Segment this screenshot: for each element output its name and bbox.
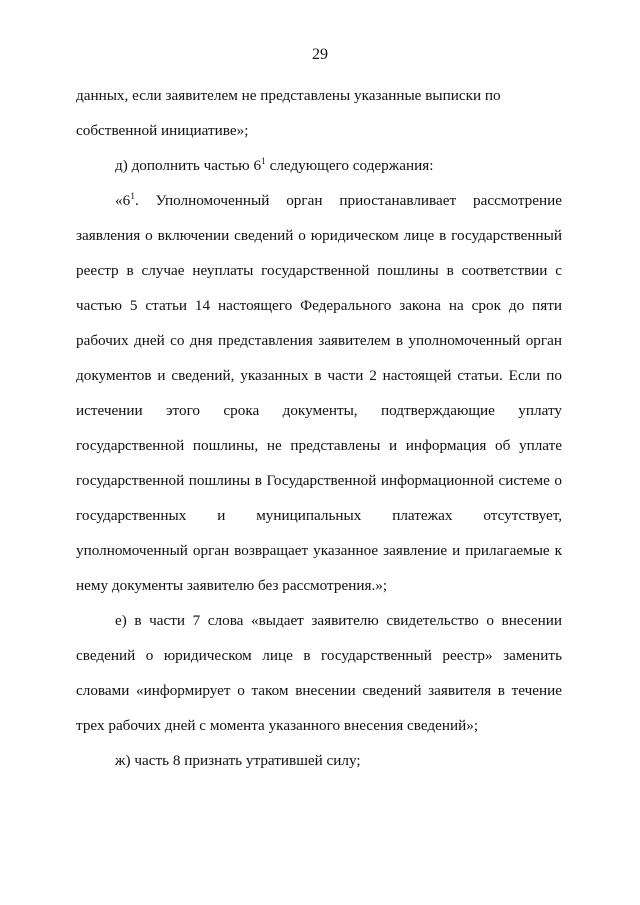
text-line: заявления о включении сведений о юридическом лице в государственный	[76, 227, 562, 244]
text-line: государственных и муниципальных платежах отсутствует,	[76, 507, 562, 524]
text-line: документов и сведений, указанных в части 2 настоящей статьи. Если по	[76, 367, 562, 384]
text-line: частью 5 статьи 14 настоящего Федерального закона на срок до пяти	[76, 297, 562, 314]
text-line: реестр в случае неуплаты государственной пошлины в соответствии с	[76, 262, 562, 279]
text-line: ж) часть 8 признать утратившей силу;	[115, 752, 361, 769]
text-line: уполномоченный орган возвращает указанное заявление и прилагаемые к	[76, 542, 562, 559]
text-line: государственной пошлины в Государственной информационной системе о	[76, 472, 562, 489]
text-line: словами «информирует о таком внесении сведений заявителя в течение	[76, 682, 562, 699]
text-line: рабочих дней со дня представления заявителем в уполномоченный орган	[76, 332, 562, 349]
text-line: сведений о юридическом лице в государственный реестр» заменить	[76, 647, 562, 664]
superscript: 1	[130, 192, 135, 202]
text-line: данных, если заявителем не представлены указанные выписки по	[76, 87, 501, 104]
text-line: истечении этого срока документы, подтверждающие уплату	[76, 402, 562, 419]
superscript: 1	[261, 157, 266, 167]
text-line: е) в части 7 слова «выдает заявителю свидетельство о внесении	[115, 612, 562, 629]
line-text: д) дополнить частью 6	[115, 157, 262, 174]
text-line: трех рабочих дней с момента указанного внесения сведений»;	[76, 717, 479, 734]
page-number: 29	[312, 46, 328, 63]
text-line: собственной инициативе»;	[76, 122, 249, 139]
text-line: государственной пошлины, не представлены и информация об уплате	[76, 437, 562, 454]
text-line	[115, 191, 562, 211]
line-text: . Уполномоченный орган приостанавливает рассмотрение	[134, 192, 562, 209]
text-line: нему документы заявителю без рассмотрения.»;	[76, 577, 388, 594]
line-text: «6	[115, 192, 131, 209]
line-text: следующего содержания:	[265, 157, 434, 174]
text-line	[115, 156, 562, 176]
